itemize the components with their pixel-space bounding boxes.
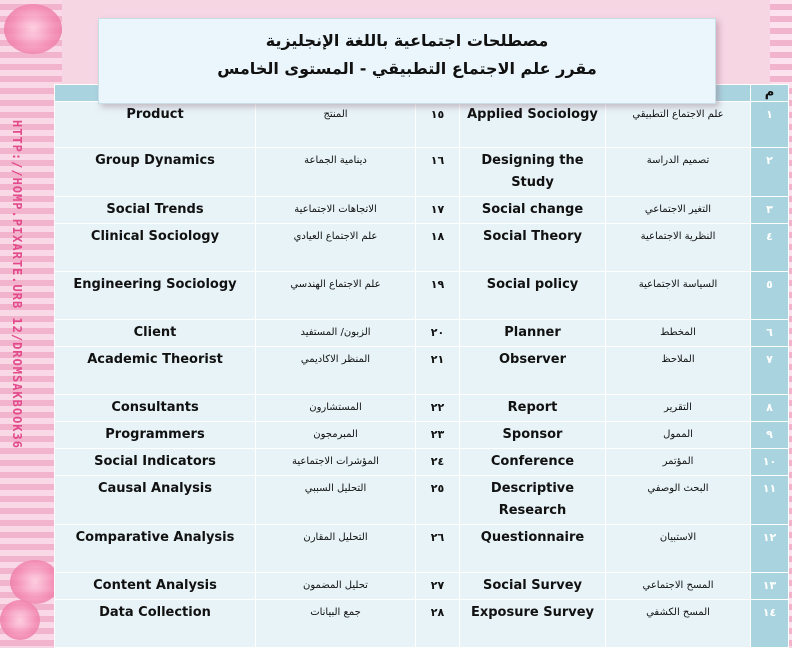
terms-table — [54, 84, 789, 648]
arabic-term-2: التحليل المقارن — [256, 525, 416, 573]
arabic-term-2: المنظر الاكاديمي — [256, 347, 416, 395]
arabic-term: المخطط — [606, 320, 751, 347]
row-number: ٧ — [751, 347, 789, 395]
row-number: ٤ — [751, 224, 789, 272]
english-term-2: Comparative Analysis — [55, 525, 256, 573]
header-num: م — [751, 85, 789, 102]
arabic-term-2: جمع البيانات — [256, 600, 416, 648]
row-number: ١٠ — [751, 449, 789, 476]
table-row — [55, 148, 789, 197]
english-term-2: Product — [55, 102, 256, 148]
arabic-term: علم الاجتماع التطبيقي — [606, 102, 751, 148]
english-term: Social policy — [460, 272, 606, 320]
arabic-term-2: المؤشرات الاجتماعية — [256, 449, 416, 476]
english-term-2: Programmers — [55, 422, 256, 449]
english-term: Sponsor — [460, 422, 606, 449]
row-number-2: ٢١ — [416, 347, 460, 395]
english-term: Designing the Study — [460, 148, 606, 197]
english-term: Observer — [460, 347, 606, 395]
table-row — [55, 395, 789, 422]
row-number-2: ٢٨ — [416, 600, 460, 648]
arabic-term: تصميم الدراسة — [606, 148, 751, 197]
sidebar-watermark-text: HTTP://HOMP.PIXARTE.URB 12/DROMSAKBOOK36 — [10, 120, 24, 449]
row-number-2: ١٥ — [416, 102, 460, 148]
english-term: Social change — [460, 197, 606, 224]
english-term: Exposure Survey — [460, 600, 606, 648]
table-row — [55, 272, 789, 320]
row-number: ١١ — [751, 476, 789, 525]
row-number: ٥ — [751, 272, 789, 320]
arabic-term-2: علم الاجتماع الهندسي — [256, 272, 416, 320]
row-number-2: ٢٥ — [416, 476, 460, 525]
row-number: ١٢ — [751, 525, 789, 573]
arabic-term: التغير الاجتماعي — [606, 197, 751, 224]
arabic-term: المسح الاجتماعي — [606, 573, 751, 600]
english-term-2: Consultants — [55, 395, 256, 422]
english-term: Social Theory — [460, 224, 606, 272]
arabic-term: السياسة الاجتماعية — [606, 272, 751, 320]
english-term-2: Engineering Sociology — [55, 272, 256, 320]
row-number-2: ٢٠ — [416, 320, 460, 347]
english-term-2: Client — [55, 320, 256, 347]
table-row — [55, 476, 789, 525]
arabic-term: الاستبيان — [606, 525, 751, 573]
table-row — [55, 449, 789, 476]
title-line-1: مصطلحات اجتماعية باللغة الإنجليزية — [265, 31, 549, 50]
table-row — [55, 525, 789, 573]
row-number-2: ١٧ — [416, 197, 460, 224]
arabic-term: المؤتمر — [606, 449, 751, 476]
row-number-2: ٢٧ — [416, 573, 460, 600]
english-term-2: Causal Analysis — [55, 476, 256, 525]
row-number: ١ — [751, 102, 789, 148]
row-number: ٣ — [751, 197, 789, 224]
arabic-term: التقرير — [606, 395, 751, 422]
arabic-term-2: المستشارون — [256, 395, 416, 422]
english-term: Questionnaire — [460, 525, 606, 573]
english-term: Applied Sociology — [460, 102, 606, 148]
row-number-2: ٢٦ — [416, 525, 460, 573]
row-number-2: ٢٣ — [416, 422, 460, 449]
arabic-term-2: الاتجاهات الاجتماعية — [256, 197, 416, 224]
arabic-term-2: دينامية الجماعة — [256, 148, 416, 197]
row-number: ٩ — [751, 422, 789, 449]
english-term: Descriptive Research — [460, 476, 606, 525]
row-number-2: ١٦ — [416, 148, 460, 197]
terms-table-wrapper — [54, 84, 788, 644]
arabic-term: النظرية الاجتماعية — [606, 224, 751, 272]
row-number-2: ٢٤ — [416, 449, 460, 476]
arabic-term: الملاحظ — [606, 347, 751, 395]
arabic-term-2: التحليل السببي — [256, 476, 416, 525]
english-term-2: Clinical Sociology — [55, 224, 256, 272]
english-term: Social Survey — [460, 573, 606, 600]
english-term-2: Data Collection — [55, 600, 256, 648]
table-row — [55, 600, 789, 648]
row-number: ٢ — [751, 148, 789, 197]
arabic-term-2: علم الاجتماع العيادي — [256, 224, 416, 272]
english-term-2: Group Dynamics — [55, 148, 256, 197]
table-row — [55, 102, 789, 148]
row-number-2: ٢٢ — [416, 395, 460, 422]
row-number: ٨ — [751, 395, 789, 422]
title-line-2: مقرر علم الاجتماع التطبيقي - المستوى الخامس — [217, 59, 597, 78]
arabic-term: المسح الكشفي — [606, 600, 751, 648]
english-term-2: Social Indicators — [55, 449, 256, 476]
table-row — [55, 197, 789, 224]
english-term-2: Content Analysis — [55, 573, 256, 600]
row-number: ٦ — [751, 320, 789, 347]
row-number: ١٣ — [751, 573, 789, 600]
row-number: ١٤ — [751, 600, 789, 648]
flower-decoration — [4, 4, 62, 54]
table-row — [55, 224, 789, 272]
table-row — [55, 573, 789, 600]
english-term-2: Academic Theorist — [55, 347, 256, 395]
arabic-term: الممول — [606, 422, 751, 449]
arabic-term-2: الزبون/ المستفيد — [256, 320, 416, 347]
english-term: Conference — [460, 449, 606, 476]
arabic-term-2: المبرمجون — [256, 422, 416, 449]
arabic-term-2: المنتج — [256, 102, 416, 148]
arabic-term-2: تحليل المضمون — [256, 573, 416, 600]
arabic-term: البحث الوصفي — [606, 476, 751, 525]
english-term: Report — [460, 395, 606, 422]
english-term: Planner — [460, 320, 606, 347]
row-number-2: ١٩ — [416, 272, 460, 320]
title-box — [98, 18, 716, 104]
table-row — [55, 422, 789, 449]
table-row — [55, 347, 789, 395]
table-row — [55, 320, 789, 347]
row-number-2: ١٨ — [416, 224, 460, 272]
english-term-2: Social Trends — [55, 197, 256, 224]
